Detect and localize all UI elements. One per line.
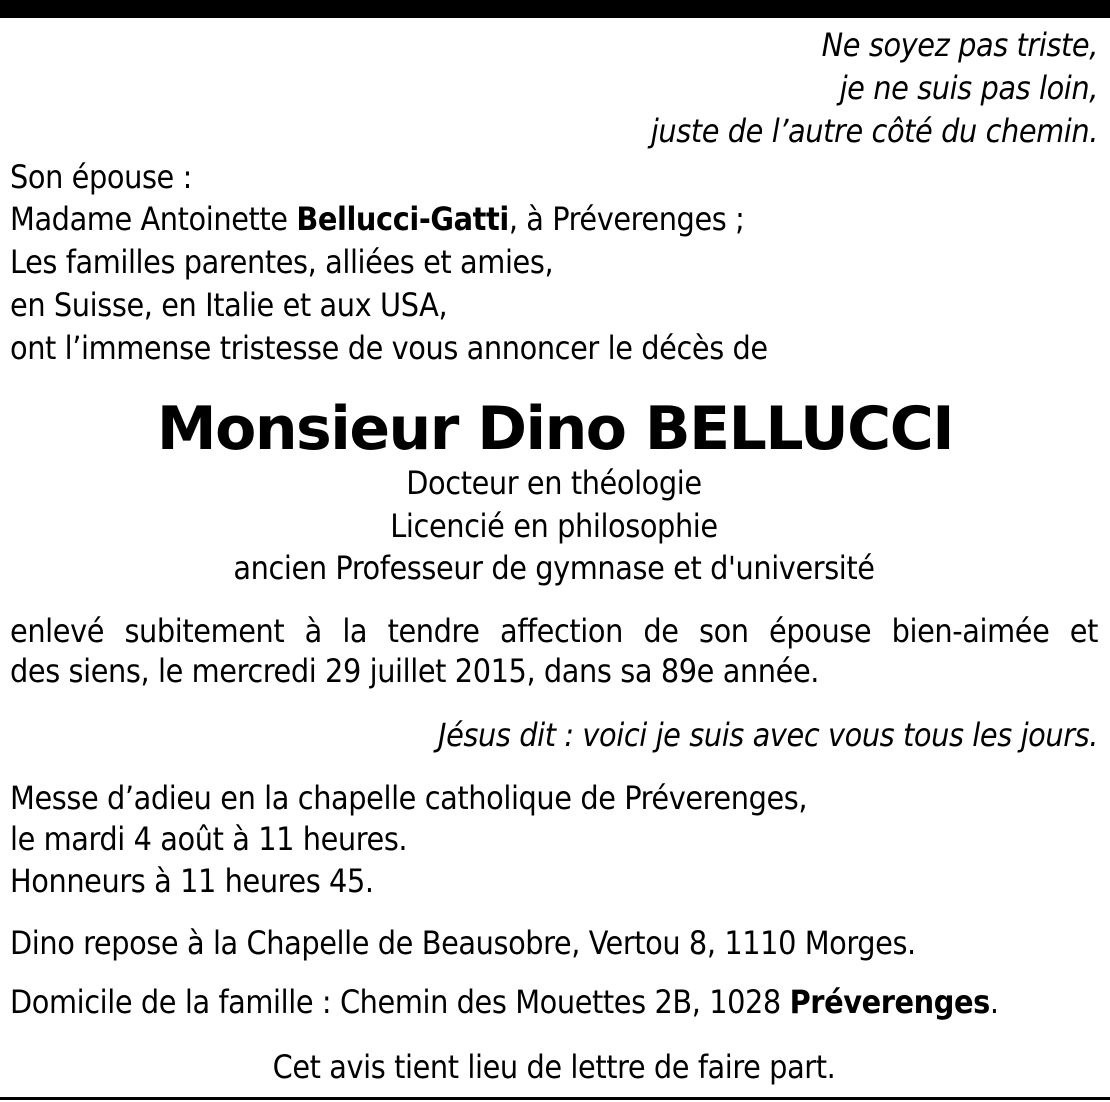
bible-quote: Jésus dit : voici je suis avec vous tous les jours.: [438, 716, 1098, 754]
title-line-2: Licencié en philosophie: [390, 507, 718, 545]
spouse-label: Son épouse :: [10, 158, 192, 196]
ceremony-line-3: Honneurs à 11 heures 45.: [10, 862, 374, 900]
title-line-3: ancien Professeur de gymnase et d'université: [233, 549, 875, 587]
domicile-line: [10, 981, 1098, 1023]
countries-line: en Suisse, en Italie et aux USA,: [10, 286, 448, 324]
poem-line-3: juste de l’autre côté du chemin.: [650, 112, 1098, 150]
bottom-rule: [0, 1097, 1110, 1100]
death-notice-line-1: enlevé subitement à la tendre affection de son épouse bien-aimée et: [10, 612, 1098, 650]
title-line-1: Docteur en théologie: [406, 464, 702, 502]
domicile-town: Préverenges: [789, 983, 990, 1021]
top-rule: [0, 0, 1110, 18]
announcement-line: ont l’immense tristesse de vous annoncer le décès de: [10, 329, 768, 367]
poem-line-1: Ne soyez pas triste,: [821, 26, 1098, 64]
families-line: Les familles parentes, alliées et amies,: [10, 243, 554, 281]
spouse-suffix: , à Préverenges ;: [508, 200, 745, 238]
deceased-name: Monsieur Dino BELLUCCI: [156, 394, 954, 464]
closing-line: Cet avis tient lieu de lettre de faire part.: [272, 1048, 836, 1086]
domicile-suffix: .: [989, 983, 999, 1021]
spouse-line: [10, 198, 1098, 240]
ceremony-line-1: Messe d’adieu en la chapelle catholique de Préverenges,: [10, 779, 808, 817]
death-notice-line-2: des siens, le mercredi 29 juillet 2015, dans sa 89e année.: [10, 652, 820, 690]
ceremony-line-2: le mardi 4 août à 11 heures.: [10, 820, 408, 858]
poem-line-2: je ne suis pas loin,: [839, 69, 1098, 107]
spouse-prefix: Madame Antoinette: [10, 200, 297, 238]
domicile-prefix: Domicile de la famille : Chemin des Mouettes 2B, 1028: [10, 983, 790, 1021]
rest-place: Dino repose à la Chapelle de Beausobre, Vertou 8, 1110 Morges.: [10, 924, 916, 962]
spouse-name: Bellucci-Gatti: [296, 200, 509, 238]
